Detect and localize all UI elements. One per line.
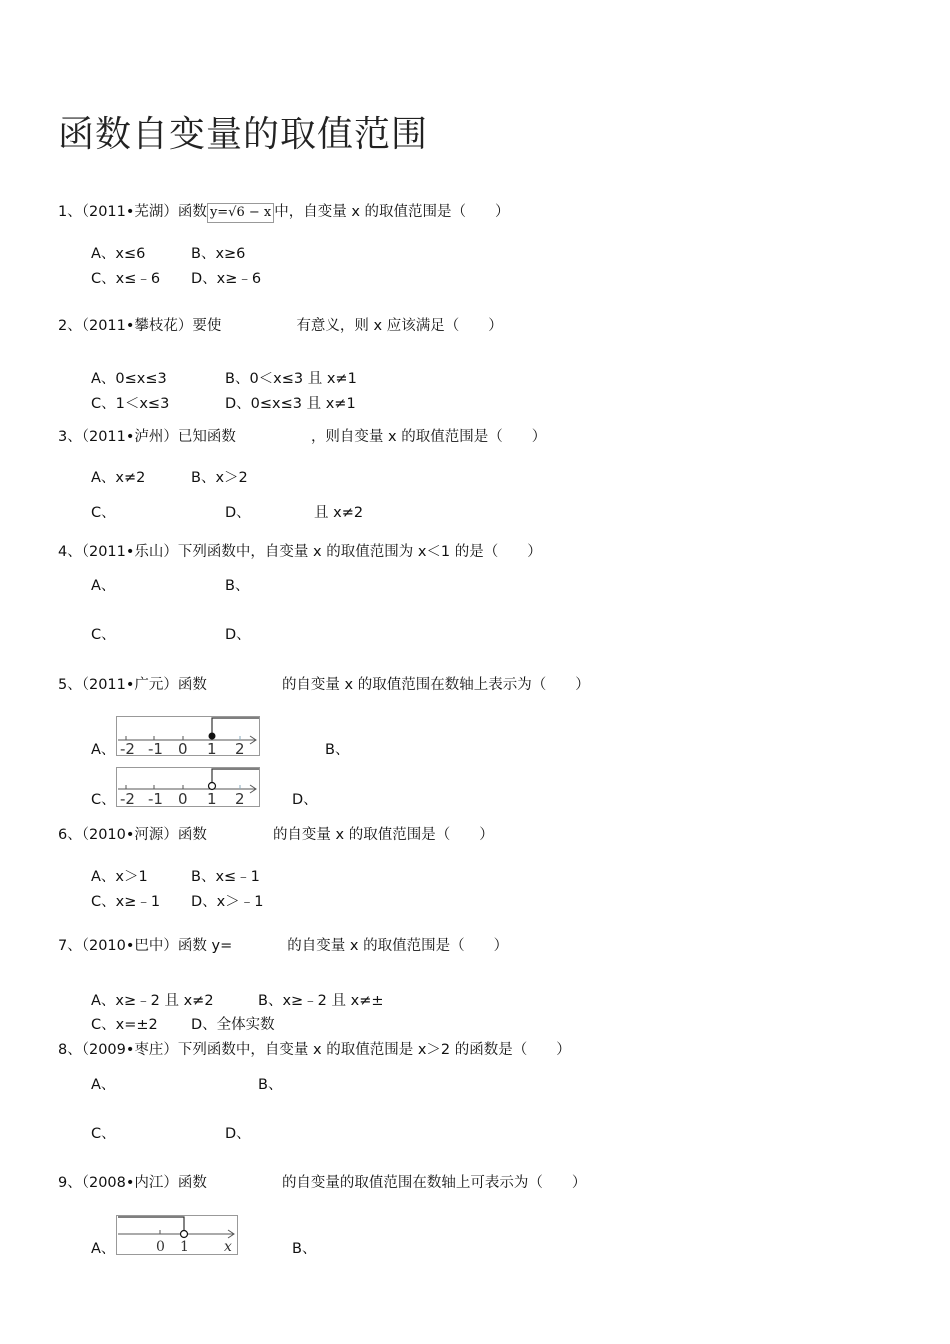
option-c: C、 bbox=[91, 627, 116, 643]
question-7 bbox=[58, 937, 508, 955]
option-d: D、x＞﹣1 bbox=[191, 894, 264, 910]
question-stem: 5、（2011•广元）函数 bbox=[58, 677, 207, 693]
option-a: A、x≠2 bbox=[91, 470, 146, 486]
option-a: A、 bbox=[91, 1077, 116, 1093]
tick-label: 0 bbox=[178, 790, 188, 807]
option-d: D、 bbox=[225, 627, 251, 643]
option-d-tail: 且 x≠2 bbox=[314, 505, 364, 521]
question-stem-tail: 的自变量的取值范围在数轴上可表示为（ ） bbox=[281, 1175, 587, 1191]
option-a: A、x≤6 bbox=[91, 246, 146, 262]
question-stem-tail: 的自变量 x 的取值范围是（ ） bbox=[287, 938, 509, 954]
question-stem: 1、（2011•芜湖）函数 bbox=[58, 204, 207, 220]
option-d: D、 bbox=[225, 505, 251, 521]
option-a: A、 bbox=[91, 742, 116, 758]
tick-label: -2 bbox=[120, 740, 135, 756]
option-d: D、0≤x≤3 且 x≠1 bbox=[225, 396, 356, 412]
question-3 bbox=[58, 428, 546, 446]
option-c: C、x=±2 bbox=[91, 1017, 158, 1033]
question-stem-tail: ，则自变量 x 的取值范围是（ ） bbox=[310, 429, 547, 445]
tick-label: 1 bbox=[180, 1239, 189, 1255]
number-line-a bbox=[116, 716, 260, 756]
option-d: D、 bbox=[225, 1126, 251, 1142]
page-title: 函数自变量的取值范围 bbox=[58, 114, 429, 155]
tick-label: 1 bbox=[207, 790, 217, 807]
question-1 bbox=[58, 203, 510, 223]
tick-label: -1 bbox=[148, 740, 163, 756]
question-stem-tail: 的自变量 x 的取值范围是（ ） bbox=[272, 827, 494, 843]
option-d: D、 bbox=[292, 792, 318, 808]
question-5 bbox=[58, 676, 590, 694]
question-stem-tail: 中，自变量 x 的取值范围是（ ） bbox=[274, 204, 510, 220]
tick-label: 0 bbox=[178, 740, 188, 756]
question-8: 8、（2009•枣庄）下列函数中，自变量 x 的取值范围是 x＞2 的函数是（ ） bbox=[58, 1042, 571, 1058]
tick-label: 1 bbox=[207, 740, 217, 756]
tick-label: 2 bbox=[235, 790, 245, 807]
option-a: A、 bbox=[91, 1241, 116, 1257]
option-b: B、0＜x≤3 且 x≠1 bbox=[225, 371, 357, 387]
question-stem: 2、（2011•攀枝花）要使 bbox=[58, 318, 222, 334]
question-6 bbox=[58, 826, 494, 844]
question-stem: 3、（2011•泸州）已知函数 bbox=[58, 429, 236, 445]
option-b: B、 bbox=[258, 1077, 283, 1093]
tick-label: -1 bbox=[148, 790, 163, 807]
option-a: A、0≤x≤3 bbox=[91, 371, 167, 387]
option-d: D、全体实数 bbox=[191, 1017, 275, 1033]
option-c: C、x≥﹣1 bbox=[91, 894, 161, 910]
option-b: B、x≥﹣2 且 x≠± bbox=[258, 993, 384, 1009]
axis-label: x bbox=[224, 1239, 232, 1255]
option-b: B、 bbox=[292, 1241, 317, 1257]
option-d: D、x≥﹣6 bbox=[191, 271, 262, 287]
option-a: A、x＞1 bbox=[91, 869, 148, 885]
question-2 bbox=[58, 317, 503, 335]
option-c: C、 bbox=[91, 505, 116, 521]
option-c: C、 bbox=[91, 1126, 116, 1142]
option-a: A、x≥﹣2 且 x≠2 bbox=[91, 993, 214, 1009]
option-a: A、 bbox=[91, 578, 116, 594]
tick-label: 0 bbox=[156, 1239, 165, 1255]
tick-label: 2 bbox=[235, 740, 245, 756]
question-9 bbox=[58, 1174, 586, 1192]
question-stem-tail: 有意义，则 x 应该满足（ ） bbox=[296, 318, 503, 334]
number-line-a bbox=[116, 1215, 238, 1255]
option-b: B、 bbox=[325, 742, 350, 758]
option-b: B、 bbox=[225, 578, 250, 594]
question-stem-tail: 的自变量 x 的取值范围在数轴上表示为（ ） bbox=[281, 677, 590, 693]
option-b: B、x≥6 bbox=[191, 246, 246, 262]
option-b: B、x＞2 bbox=[191, 470, 248, 486]
question-4: 4、（2011•乐山）下列函数中，自变量 x 的取值范围为 x＜1 的是（ ） bbox=[58, 544, 542, 560]
option-c: C、x≤﹣6 bbox=[91, 271, 161, 287]
option-c: C、1＜x≤3 bbox=[91, 396, 170, 412]
question-stem: 6、（2010•河源）函数 bbox=[58, 827, 207, 843]
number-line-c bbox=[116, 767, 260, 807]
formula-image: y=√6 − x bbox=[207, 203, 274, 223]
question-stem: 7、（2010•巴中）函数 y= bbox=[58, 938, 233, 954]
question-stem: 9、（2008•内江）函数 bbox=[58, 1175, 207, 1191]
option-c: C、 bbox=[91, 792, 116, 808]
option-b: B、x≤﹣1 bbox=[191, 869, 260, 885]
tick-label: -2 bbox=[120, 790, 135, 807]
